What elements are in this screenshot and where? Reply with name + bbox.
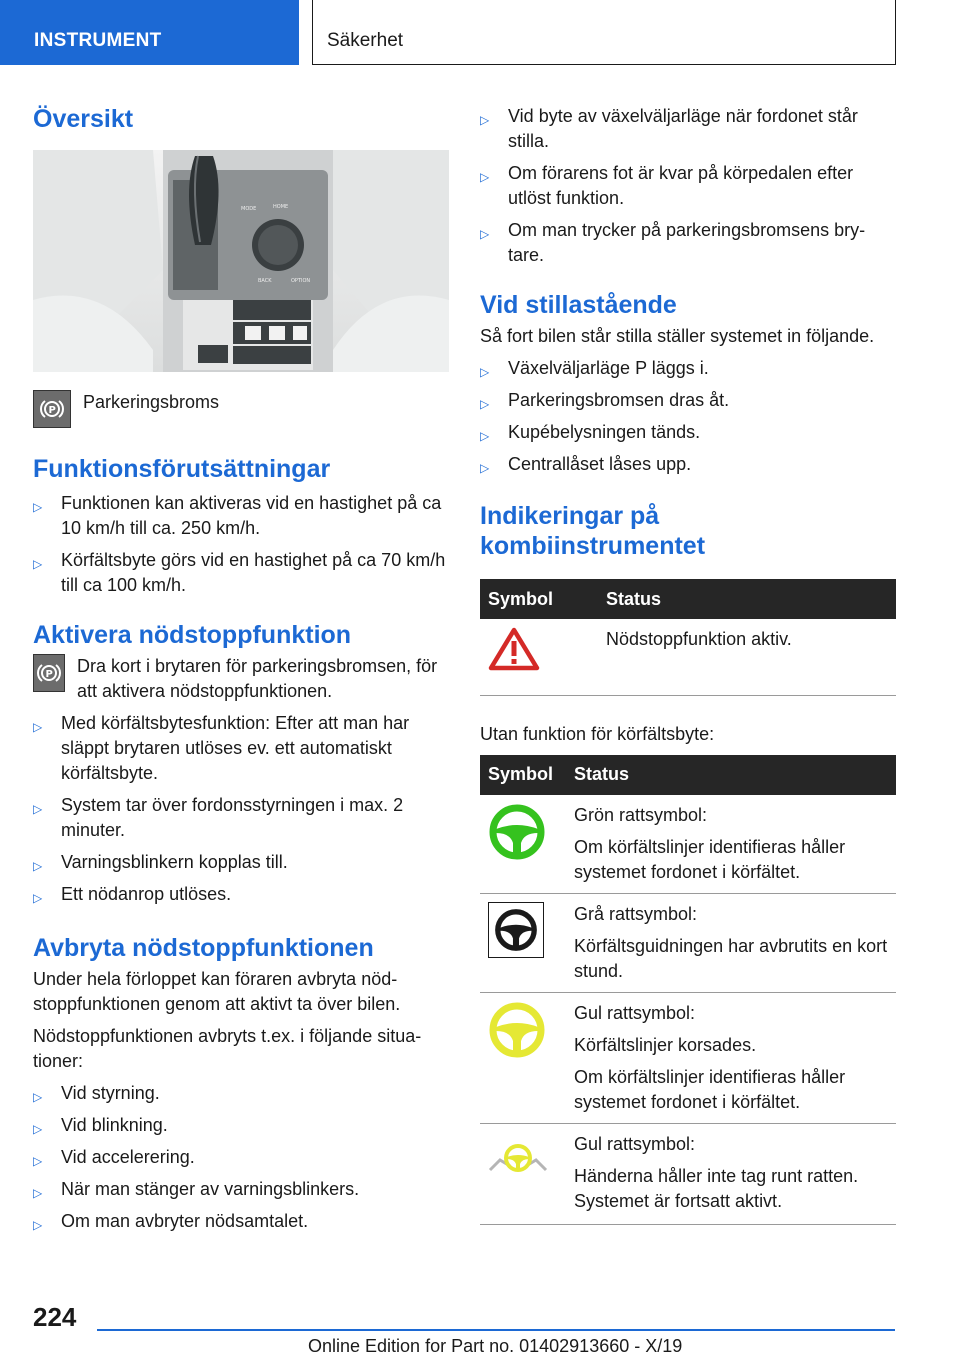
requirements-heading: Funktionsförutsättningar [33, 455, 331, 483]
triangle-bullet-icon: ▷ [33, 1186, 43, 1200]
triangle-bullet-icon: ▷ [480, 429, 490, 443]
chapter-tab [312, 0, 896, 65]
triangle-bullet-icon: ▷ [480, 397, 490, 411]
requirements-list [33, 491, 449, 598]
list-item: ▷ Ett nödanrop utlöses. [33, 882, 449, 907]
list-item: ▷ Om man avbryter nödsamtalet. [33, 1209, 449, 1234]
triangle-bullet-icon: ▷ [33, 891, 43, 905]
standstill-heading: Vid stillastående [480, 291, 677, 319]
cancel-paragraph-1: Under hela förloppet kan föraren avbryta nöd-stoppfunktionen genom att aktivt ta över bilen. [33, 969, 401, 1014]
photo-label-back: BACK [258, 278, 272, 284]
indications-heading: Indikeringar på kombiinstrumentet [480, 502, 706, 560]
without-lane-change-text: Utan funktion för körfältsbyte: [480, 723, 715, 744]
steering-wheel-yellow-icon [488, 1001, 546, 1059]
list-item: ▷ Funktionen kan aktiveras vid en hastighet på ca 10 km/h till ca. 250 km/h. [33, 493, 442, 538]
parking-brake-label: Parkeringsbroms [83, 392, 220, 412]
status-line: Körfältslinjer korsades. [574, 1034, 757, 1055]
list-item: ▷ Centrallåset låses upp. [480, 452, 896, 477]
indications-table [480, 579, 896, 696]
table-row [480, 893, 896, 992]
photo-label-option: OPTION [291, 278, 311, 284]
triangle-bullet-icon: ▷ [33, 1090, 43, 1104]
list-item: ▷ Kupébelysningen tänds. [480, 420, 896, 445]
list-item: ▷ Om förarens fot är kvar på körpedalen efter utlöst funktion. [480, 163, 854, 208]
column-header-status: Status [598, 579, 896, 619]
triangle-bullet-icon: ▷ [33, 557, 43, 571]
steering-wheel-grey-icon [494, 908, 538, 952]
activate-heading: Aktivera nödstoppfunktion [33, 621, 352, 649]
photo-label-mode: MODE [241, 206, 257, 212]
activate-instruction [33, 654, 449, 704]
chapter-title: Säkerhet [327, 30, 404, 51]
edition-text: Online Edition for Part no. 01402913660 - X/19 [308, 1336, 683, 1356]
grey-icon-frame [488, 902, 544, 958]
triangle-bullet-icon: ▷ [33, 720, 43, 734]
status-line: Händerna håller inte tag runt ratten. Systemet är fortsatt aktivt. [574, 1165, 859, 1211]
svg-text:P: P [45, 669, 53, 680]
right-column [480, 98, 896, 1225]
lane-guidance-table [480, 755, 896, 1225]
list-item: ▷ Vid byte av växelväljarläge när fordonet står stilla. [480, 106, 858, 151]
standstill-text: Så fort bilen står stilla ställer systemet in följande. [480, 326, 875, 346]
triangle-bullet-icon: ▷ [480, 113, 490, 127]
triangle-bullet-icon: ▷ [33, 1154, 43, 1168]
list-item: ▷ Vid accelerering. [33, 1145, 449, 1170]
triangle-bullet-icon: ▷ [33, 859, 43, 873]
parking-brake-icon [33, 654, 65, 692]
footer-divider [97, 1329, 895, 1331]
svg-text:P: P [48, 405, 56, 416]
cancel-list-continued [480, 104, 896, 268]
column-header-status: Status [566, 755, 896, 795]
list-item: ▷ Varningsblinkern kopplas till. [33, 850, 449, 875]
table-row [480, 992, 896, 1123]
status-text: Nödstoppfunktion aktiv. [606, 629, 792, 649]
table-header-row [480, 579, 896, 619]
triangle-bullet-icon: ▷ [33, 500, 43, 514]
status-line: Om körfältslinjer identifieras håller systemet fordonet i körfältet. [574, 1066, 846, 1112]
console-illustration [33, 150, 449, 372]
table-row [480, 1123, 896, 1224]
parking-brake-legend [33, 390, 449, 428]
center-console-photo [33, 150, 449, 372]
list-item: ▷ Vid styrning. [33, 1081, 449, 1106]
section-title: INSTRUMENT [34, 30, 162, 51]
list-item: ▷ Växelväljarläge P läggs i. [480, 356, 896, 381]
steering-wheel-hands-yellow-icon [488, 1132, 548, 1182]
triangle-bullet-icon: ▷ [33, 1122, 43, 1136]
status-line: Om körfältslinjer identifieras håller systemet fordonet i körfältet. [574, 836, 846, 882]
status-line: Gul rattsymbol: [574, 1002, 696, 1023]
column-header-symbol: Symbol [480, 579, 598, 619]
standstill-list [480, 356, 896, 477]
left-column [33, 98, 449, 1234]
list-item: ▷ Om man trycker på parkeringsbromsens bry-tare. [480, 220, 866, 265]
table-row [480, 619, 896, 695]
table-row [480, 795, 896, 894]
list-item: ▷ När man stänger av varningsblinkers. [33, 1177, 449, 1202]
activate-text: Dra kort i brytaren för parkeringsbromsen, för att aktivera nödstoppfunktionen. [77, 656, 438, 701]
overview-heading: Översikt [33, 105, 134, 133]
cancel-heading: Avbryta nödstoppfunktionen [33, 934, 374, 962]
triangle-bullet-icon: ▷ [480, 170, 490, 184]
list-item: ▷ Vid blinkning. [33, 1113, 449, 1138]
list-item: ▷ Med körfältsbytesfunktion: Efter att man har släppt brytaren utlöses ev. ett automatiskt körfältsbyte. [33, 713, 410, 783]
parking-brake-icon [33, 390, 71, 428]
section-tab [0, 0, 299, 65]
status-line: Grön rattsymbol: [574, 804, 708, 825]
photo-label-home: HOME [273, 204, 289, 210]
triangle-bullet-icon: ▷ [480, 461, 490, 475]
triangle-bullet-icon: ▷ [33, 802, 43, 816]
triangle-bullet-icon: ▷ [480, 365, 490, 379]
steering-wheel-green-icon [488, 803, 546, 861]
cancel-list [33, 1081, 449, 1234]
column-header-symbol: Symbol [480, 755, 566, 795]
page-number: 224 [33, 1302, 77, 1332]
status-line: Grå rattsymbol: [574, 903, 698, 924]
warning-triangle-icon [488, 627, 540, 671]
triangle-bullet-icon: ▷ [480, 227, 490, 241]
cancel-paragraph-2: Nödstoppfunktionen avbryts t.ex. i följande situa-tioner: [33, 1026, 422, 1071]
list-item: ▷ Parkeringsbromsen dras åt. [480, 388, 896, 413]
status-line: Körfältsguidningen har avbrutits en kort stund. [574, 935, 888, 981]
list-item: ▷ System tar över fordonsstyrningen i max. 2 minuter. [33, 795, 404, 840]
activate-list [33, 711, 449, 907]
table-header-row [480, 755, 896, 795]
status-line: Gul rattsymbol: [574, 1133, 696, 1154]
list-item: ▷ Körfältsbyte görs vid en hastighet på ca 70 km/h till ca 100 km/h. [33, 550, 446, 595]
triangle-bullet-icon: ▷ [33, 1218, 43, 1232]
